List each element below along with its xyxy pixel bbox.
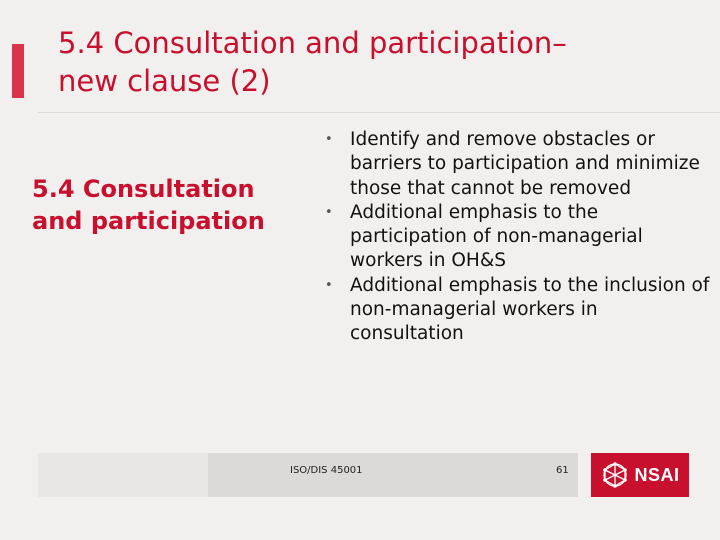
bullet-text: Additional emphasis to the participation of non-managerial workers in OH&S (350, 201, 643, 272)
nsai-logo-text: NSAI (634, 464, 680, 485)
footer-document-name: ISO/DIS 45001 (290, 465, 363, 476)
bullet-icon: • (325, 132, 333, 147)
slide-title (58, 24, 708, 100)
bullet-list (322, 128, 717, 347)
bullet-text: Identify and remove obstacles or barriers to participation and minimize those that cannot be removed (350, 129, 700, 199)
slide-title-line-1: 5.4 Consultation and participation– (58, 26, 567, 60)
section-heading-line-2: and participation (32, 207, 265, 235)
nsai-logo (591, 453, 689, 497)
footer-left-panel (38, 453, 208, 497)
bullet-icon: • (325, 277, 333, 293)
title-divider (38, 112, 720, 113)
bullet-item (322, 274, 717, 347)
title-accent-bar (12, 44, 24, 98)
footer-page-number: 61 (556, 465, 569, 476)
footer-bar (38, 453, 578, 497)
bullet-text: Additional emphasis to the inclusion of non-managerial workers in consultation (350, 274, 710, 345)
section-heading-line-1: 5.4 Consultation (32, 175, 255, 203)
slide-title-line-2: new clause (2) (58, 64, 271, 98)
bullet-item (322, 201, 717, 274)
section-heading (32, 173, 322, 237)
bullet-icon: • (325, 204, 333, 220)
bullet-item (322, 128, 717, 201)
nsai-emblem-icon (600, 460, 630, 490)
